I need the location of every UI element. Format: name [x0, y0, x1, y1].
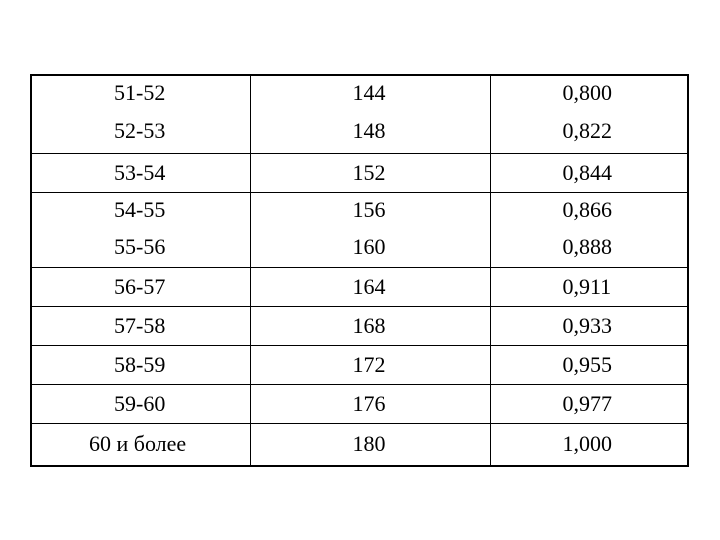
- cell-value: 168: [250, 306, 490, 345]
- table-body: [31, 75, 688, 466]
- cell-coefficient: 0,800: [490, 75, 688, 109]
- cell-coefficient: 0,844: [490, 153, 688, 192]
- cell-range: 54-55: [31, 192, 250, 228]
- cell-coefficient: 0,933: [490, 306, 688, 345]
- cell-value: 164: [250, 267, 490, 306]
- cell-coefficient: 0,866: [490, 192, 688, 228]
- table-row: [31, 345, 688, 384]
- cell-value: 176: [250, 384, 490, 423]
- cell-value: 160: [250, 228, 490, 267]
- table-row: [31, 423, 688, 466]
- table-row: [31, 75, 688, 109]
- cell-range: 55-56: [31, 228, 250, 267]
- table-row: [31, 192, 688, 228]
- cell-range: 60 и более: [31, 423, 250, 466]
- table-row: [31, 228, 688, 267]
- cell-range: 52-53: [31, 109, 250, 153]
- cell-value: 180: [250, 423, 490, 466]
- cell-value: 172: [250, 345, 490, 384]
- cell-coefficient: 0,955: [490, 345, 688, 384]
- table-row: [31, 384, 688, 423]
- table-row: [31, 306, 688, 345]
- cell-coefficient: 0,911: [490, 267, 688, 306]
- cell-coefficient: 1,000: [490, 423, 688, 466]
- table-row: [31, 109, 688, 153]
- cell-range: 57-58: [31, 306, 250, 345]
- cell-range: 53-54: [31, 153, 250, 192]
- data-table-container: [30, 74, 689, 466]
- cell-range: 59-60: [31, 384, 250, 423]
- table-row: [31, 153, 688, 192]
- cell-range: 51-52: [31, 75, 250, 109]
- data-table: [30, 74, 689, 467]
- table-row: [31, 267, 688, 306]
- cell-value: 152: [250, 153, 490, 192]
- cell-value: 156: [250, 192, 490, 228]
- cell-coefficient: 0,888: [490, 228, 688, 267]
- cell-value: 148: [250, 109, 490, 153]
- cell-coefficient: 0,977: [490, 384, 688, 423]
- cell-value: 144: [250, 75, 490, 109]
- cell-range: 56-57: [31, 267, 250, 306]
- cell-range: 58-59: [31, 345, 250, 384]
- cell-coefficient: 0,822: [490, 109, 688, 153]
